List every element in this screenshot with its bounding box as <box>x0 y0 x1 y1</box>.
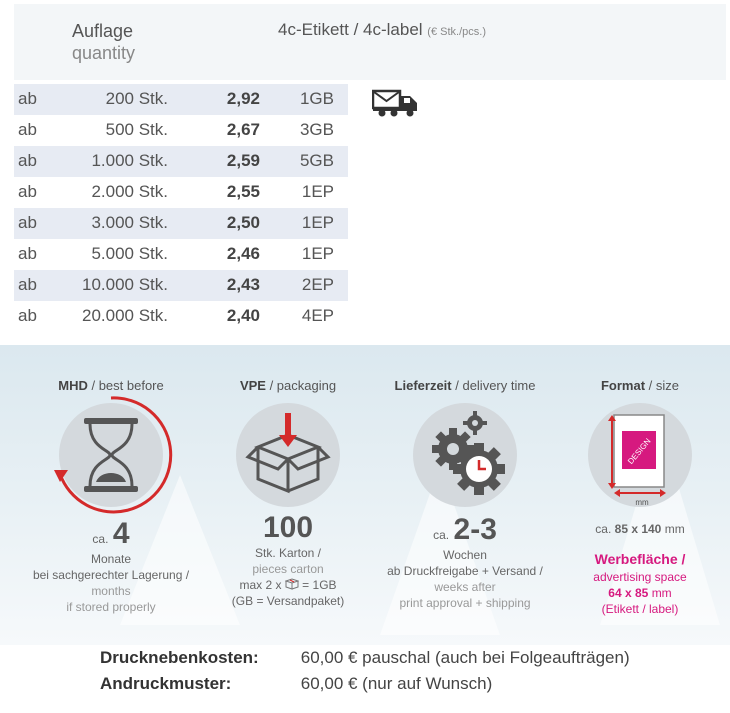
quantity: 3.000 Stk. <box>91 213 168 232</box>
quantity: 5.000 Stk. <box>91 244 168 263</box>
value: 2-3 <box>453 513 497 546</box>
line: weeks after <box>434 580 496 594</box>
feature-icon-circle <box>413 403 517 507</box>
feature-title <box>555 378 725 393</box>
ad-size <box>555 585 725 601</box>
ad-separator: / <box>677 551 686 567</box>
size-prefix: ca. <box>595 522 612 536</box>
truck-icon <box>372 88 420 118</box>
product-header <box>278 20 486 40</box>
shipping-unit: 5GB <box>299 151 334 170</box>
format-size <box>555 521 725 537</box>
shipping-unit: 1EP <box>301 182 334 201</box>
feature-best-before <box>26 378 196 615</box>
quantity-header-de: Auflage <box>72 21 134 41</box>
feature-title-en: / packaging <box>265 378 337 393</box>
unit-note: (€ Stk./pcs.) <box>427 26 486 38</box>
feature-title-en: / delivery time <box>451 378 536 393</box>
table-row <box>14 84 348 115</box>
price: 2,40 <box>226 306 260 325</box>
feature-packaging <box>203 378 373 609</box>
feature-icon-circle <box>59 403 163 507</box>
price: 2,43 <box>226 275 260 294</box>
advertising-space <box>555 551 725 569</box>
quantity: 1.000 Stk. <box>91 151 168 170</box>
feature-icon-circle <box>588 403 692 507</box>
ad-size-value: 64 x 85 <box>608 586 649 600</box>
line-part: max 2 x <box>239 578 282 592</box>
shipping-unit: 1EP <box>301 213 334 232</box>
feature-value <box>380 513 550 547</box>
line: if stored properly <box>66 600 156 614</box>
feature-title-en: / best before <box>87 378 164 393</box>
product-header-label: 4c-Etikett / 4c-label <box>278 20 423 39</box>
ca-label: ca. <box>92 532 109 546</box>
line: (GB = Versandpaket) <box>231 594 345 608</box>
prefix: ab <box>18 213 37 232</box>
gears-clock-icon <box>413 403 517 507</box>
shipping-unit: 4EP <box>301 306 334 325</box>
shipping-unit: 1GB <box>299 89 334 108</box>
quantity: 500 Stk. <box>105 120 168 139</box>
cost-value: 60,00 € pauschal (auch bei Folgeaufträgen) <box>300 648 630 667</box>
cost-label: Andruckmuster: <box>100 674 232 693</box>
price: 2,92 <box>226 89 260 108</box>
feature-value <box>203 511 373 545</box>
line: pieces carton <box>252 562 324 576</box>
size-unit: mm <box>664 522 685 536</box>
icon-text: DESIGN <box>626 436 653 466</box>
price: 2,59 <box>226 151 260 170</box>
price: 2,55 <box>226 182 260 201</box>
line: ab Druckfreigabe + Versand / <box>387 564 543 578</box>
prefix: ab <box>18 182 37 201</box>
additional-costs <box>100 648 630 700</box>
ca-label: ca. <box>433 528 450 542</box>
table-row <box>14 177 348 208</box>
feature-title-de: VPE <box>239 378 266 393</box>
table-row <box>14 239 348 270</box>
quantity-header-en: quantity <box>72 43 136 63</box>
ad-title: Werbefläche <box>594 551 678 567</box>
ad-note: (Etikett / label) <box>601 602 679 616</box>
prefix: ab <box>18 151 37 170</box>
box-icon <box>236 403 340 507</box>
line: Monate <box>90 552 132 566</box>
shipping-unit: 2EP <box>301 275 334 294</box>
prefix: ab <box>18 244 37 263</box>
quantity: 200 Stk. <box>105 89 168 108</box>
prefix: ab <box>18 89 37 108</box>
value: 100 <box>262 511 314 544</box>
shipping-unit: 3GB <box>299 120 334 139</box>
table-header <box>14 4 726 80</box>
line: Stk. Karton / <box>254 546 322 560</box>
line: Wochen <box>443 548 487 562</box>
price: 2,50 <box>226 213 260 232</box>
table-row <box>14 270 348 301</box>
feature-title-en: / size <box>645 378 680 393</box>
line: bei sachgerechter Lagerung / <box>32 568 190 582</box>
feature-title <box>203 378 373 393</box>
prefix: ab <box>18 306 37 325</box>
line-part: = 1GB <box>302 578 337 592</box>
feature-title-de: MHD <box>58 378 88 393</box>
ad-size-unit: mm <box>651 586 672 600</box>
feature-format <box>555 378 725 617</box>
feature-icon-circle <box>236 403 340 507</box>
price-table <box>14 84 348 332</box>
table-row <box>14 208 348 239</box>
cost-value: 60,00 € (nur auf Wunsch) <box>300 674 493 693</box>
size-value: 85 x 140 <box>614 522 662 536</box>
icon-unit: mm <box>635 498 649 507</box>
price: 2,46 <box>226 244 260 263</box>
line <box>203 577 373 593</box>
quantity: 2.000 Stk. <box>91 182 168 201</box>
feature-delivery-time <box>380 378 550 611</box>
quantity: 10.000 Stk. <box>81 275 168 294</box>
table-row <box>14 301 348 332</box>
table-row <box>14 146 348 177</box>
cost-label: Drucknebenkosten: <box>100 648 259 667</box>
prefix: ab <box>18 275 37 294</box>
shipping-unit: 1EP <box>301 244 334 263</box>
line: print approval + shipping <box>399 596 531 610</box>
cost-row <box>100 648 630 674</box>
cost-row <box>100 674 630 700</box>
value: 4 <box>112 517 130 550</box>
line: months <box>91 584 131 598</box>
quantity-header <box>72 20 135 64</box>
label-size-icon <box>588 403 692 507</box>
package-icon <box>285 578 299 590</box>
feature-title <box>380 378 550 393</box>
price: 2,67 <box>226 120 260 139</box>
feature-title-de: Lieferzeit <box>394 378 452 393</box>
table-row <box>14 115 348 146</box>
prefix: ab <box>18 120 37 139</box>
ad-title-en: advertising space <box>593 570 687 584</box>
hourglass-icon <box>46 390 176 520</box>
feature-value <box>26 517 196 551</box>
feature-title-de: Format <box>600 378 646 393</box>
quantity: 20.000 Stk. <box>81 306 168 325</box>
